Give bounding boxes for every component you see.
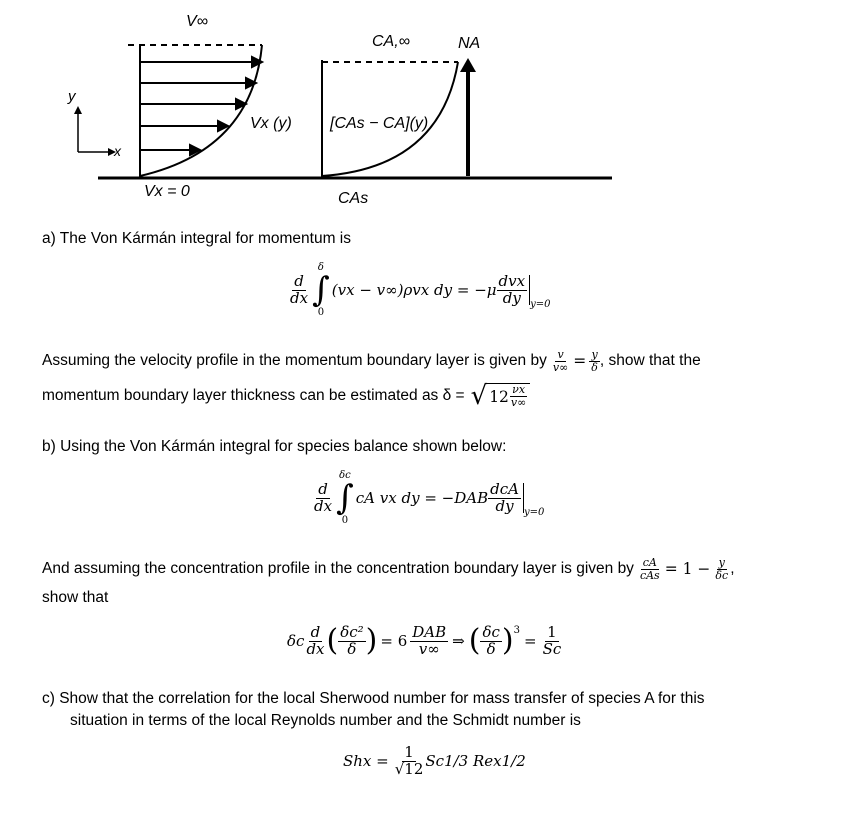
eq-a-eval: y=0 xyxy=(530,299,551,310)
eq-b-lower-limit: 0 xyxy=(341,515,349,526)
ratio-v-den: v∞ xyxy=(552,360,569,374)
eq-a-upper-limit: δ xyxy=(317,262,324,273)
part-c-line1: c) Show that the correlation for the local Sherwood number for mass transfer of species A for this xyxy=(42,690,705,707)
sqrt-num: νx xyxy=(512,383,526,397)
eq-a-d: d xyxy=(294,271,304,290)
sh-num: 1 xyxy=(404,743,414,761)
part-c-line2: situation in terms of the local Reynolds number and the Schmidt number is xyxy=(70,712,581,729)
res-rhs-num: 1 xyxy=(547,623,557,641)
label-cas: CAs xyxy=(338,190,369,207)
sherwood-equation xyxy=(343,745,526,778)
eq-a-lower-limit: 0 xyxy=(317,307,325,318)
label-concentration-profile: [CAs − CA](y) xyxy=(330,115,429,132)
ratio-y-den: δ xyxy=(591,360,598,374)
sh-rhs: Sc1/3 Rex1/2 xyxy=(425,752,526,771)
eq-a-dy: dy xyxy=(502,288,521,307)
boundary-layer-diagram xyxy=(0,0,848,215)
label-ca-infinity: CA,∞ xyxy=(372,33,411,50)
res-d: d xyxy=(310,623,321,641)
label-vx-y: Vx (y) xyxy=(250,115,292,132)
res-inner-den: δ xyxy=(347,639,357,658)
res-pow: 3 xyxy=(513,625,520,636)
ratio-ca-num: cA xyxy=(642,556,657,569)
part-b-assumption: And assuming the concentration profile in the concentration boundary layer is given by $\frac{cA}{\text{cAs}}$ = 1 − $\frac{y}{\delta c}$ , xyxy=(42,556,735,582)
label-v-infinity: V∞ xyxy=(186,13,209,30)
sqrt-coeff: 12 xyxy=(489,387,509,406)
eq-b-upper-limit: δc xyxy=(339,470,351,481)
species-integral-equation: $\frac{d}{dx}$ δc ∫ 0 cA vx dy = −DAB $\frac{\text{dcA}}{dy}$ y=0 xyxy=(314,470,545,526)
eq-a-dx: dx xyxy=(290,288,309,307)
eq-a-dvx: dvx xyxy=(498,271,526,290)
res-rhs-den: Sc xyxy=(542,639,562,658)
part-b-intro: b) Using the Von Kármán integral for species balance shown below: xyxy=(42,438,507,455)
res-arrow: ⇒ xyxy=(452,632,465,651)
eq-b-eval: y=0 xyxy=(523,507,545,518)
flux-arrow-head xyxy=(460,58,476,72)
res-ratio-den: δ xyxy=(486,639,496,658)
part-a-intro: a) The Von Kármán integral for momentum is xyxy=(42,230,351,247)
ratio-rhs: = 1 − xyxy=(664,560,711,579)
ratio-yc-den: δc xyxy=(715,568,729,582)
ratio-y-num: y xyxy=(591,348,598,361)
eq-b-d: d xyxy=(318,479,328,498)
concentration-assumption-text: And assuming the concentration profile in the concentration boundary layer is given by xyxy=(42,560,634,578)
assumption-text: Assuming the velocity profile in the momentum boundary layer is given by xyxy=(42,352,547,370)
label-y-axis: y xyxy=(68,88,76,105)
thickness-text: momentum boundary layer thickness can be estimated as δ = xyxy=(42,387,465,404)
sh-lhs: Shx = xyxy=(343,752,389,771)
res-lhs: δc xyxy=(287,632,305,651)
eq-a-integrand: (vx − v∞)ρvx dy = −μ xyxy=(331,281,497,299)
res-ratio-num: δc xyxy=(482,623,500,641)
species-result-equation: δc $\frac{d}{dx}$ ( $\frac{\text{δc²}}{\delta}$ ) = 6 $\frac{\text{DAB}}{v\infty}$ ⇒ ( $\frac{\delta c}{\delta}$ ) 3 = $\frac{1}{Sc}$ xyxy=(287,623,562,659)
eq-b-dy: dy xyxy=(495,496,514,515)
res-vinf: v∞ xyxy=(418,639,440,658)
res-inner-num: δc² xyxy=(340,623,364,641)
ratio-yc-num: y xyxy=(718,556,725,569)
label-vx-zero: Vx = 0 xyxy=(144,183,190,200)
show-that-text: , show that the xyxy=(599,352,701,370)
sh-den: √12 xyxy=(394,759,424,778)
eq-b-dca: dcA xyxy=(490,479,519,498)
part-a-assumption: Assuming the velocity profile in the momentum boundary layer is given by $\frac{v}{v\infty}$ = $\frac{y}{\delta}$ , show that the xyxy=(42,348,701,374)
ratio-v-num: v xyxy=(557,348,564,361)
sqrt-den: v∞ xyxy=(510,396,527,409)
momentum-integral-equation: $\frac{d}{dx}$ δ ∫ 0 (vx − v∞)ρvx dy = −μ $\frac{\text{dvx}}{dy}$ y=0 xyxy=(290,262,551,318)
label-na: NA xyxy=(458,35,481,52)
eq-b-dx: dx xyxy=(314,496,333,515)
eq-b-integrand: cA vx dy = −DAB xyxy=(355,489,489,507)
part-b-show-that: show that xyxy=(42,589,109,606)
ratio-ca-den: cAs xyxy=(639,568,660,582)
res-dab: DAB xyxy=(412,623,447,641)
res-dx: dx xyxy=(306,639,325,658)
label-x-axis: x xyxy=(114,143,121,159)
part-a-thickness: momentum boundary layer thickness can be estimated as δ = √ 12 $\frac{\nu x}{v\infty}$ xyxy=(42,383,530,409)
velocity-profile-curve xyxy=(140,45,262,176)
res-eq: = 6 xyxy=(380,632,408,651)
